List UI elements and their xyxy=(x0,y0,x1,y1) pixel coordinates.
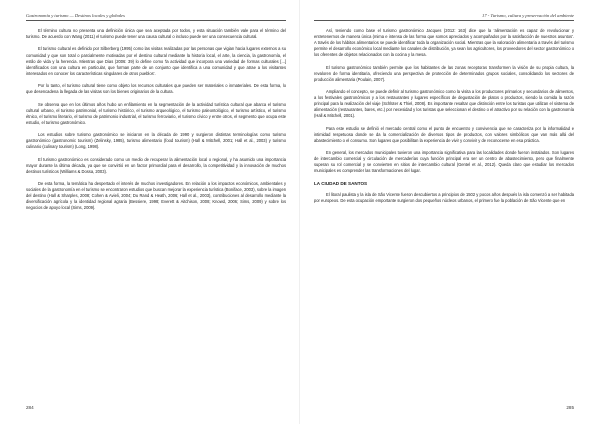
paragraph: Así, teniendo como base el turismo gastronómico Jacques (2012: 163) dice que la 'alimentación es capaz de revolucionar y entretenernos de manera única (mima e intensa de las forma que somos apreciados y acompañados por la satisfacción de nuestros asuntos'. A través de los hábitos alimentarios se puede identificar toda la organización social. Mientras que la valoración alimentaria a través del turismo permite el desarrollo económico local mediante los canales de distribución, ya sean los agricultores, los proveedores del sector gastronómico o los oferentes de objetos relacionados con la cocina y la mesa. xyxy=(314,28,574,58)
paragraph: El turismo gastronómico también permite que los habitantes de las zonas receptoras transformen la visión de su propia cultura, la revaloren de forma identitaria, ofreciendo una perspectiva de protección de determinados grupos sociales, consolidando los sectores de producción alimentaria (Poulain, 2007). xyxy=(314,64,574,82)
right-header-text: 17 - Turismo, cultura y preservación del ambiente xyxy=(482,13,574,18)
section-heading: LA CIUDAD DE SANTOS xyxy=(314,180,368,186)
left-running-header xyxy=(26,13,286,21)
paragraph: Los estudios sobre turismo gastronómico se iniciaron en la década de 1990 y surgieron distintas terminologías como turismo gastronómico (gastronomic tourism) (Zelinsky, 1985), turismo alimentario (food tourism) (Hall & Mitchell, 2001; Hall et al., 2003) y turismo culinario (culinary tourism) (Long, 1998). xyxy=(26,132,286,150)
right-page-number: 285 xyxy=(566,405,574,410)
paragraph: Para este estudio se definió el mercado central como el punto de encuentro y convivencia que se caracteriza por la informalidad e intimidad respetuosa donde se da la comercialización de diversos tipos de productos, con valores simbólicos que van más allá del abastecimiento o el consumo. Son lugares que posibilitan la experiencia de vivir y convivir y de reconocerse en esa práctica. xyxy=(314,125,574,143)
paragraph: Se observa que en los últimos años hubo un enfilamiento en la segmentación de la actividad turística cultural que abarca el turismo cultural urbano, el turismo patrimonial, el turismo histórico, el turismo arqueológico, el turismo paleontológico, el turismo artístico, el turismo étnico, el turismo literario, el turismo de patrimonio industrial, el turismo ferroviario, el turismo cívico y entre otros, el segmento que ocupa este estudio, el turismo gastronómico. xyxy=(26,101,286,125)
paragraph: En general, los mercados municipales tuvieron una importancia significativa para las localidades donde fueron instalados. Son lugares de intercambio comercial y circulación de mercaderías cuya función principal era ser un centro de abastecimiento, pero que finalmente superan su rol comercial y se convierten en sitios de intercambio cultural (Gentel et al., 2012). Queda claro que estudiar los mercados municipales es comprender las transformaciones del lugar. xyxy=(314,150,574,174)
paragraph: El litoral paulista y la isla de São Vicente fueron descubiertos a principios de 1502 y pocos años después la isla comenzó a ser habitada por europeos. De esta ocupación emportante surgieron dos pequeños núcleos urbanos, el primero fue la población de São Vicente que en xyxy=(314,191,574,203)
paragraph: De esta forma, la temática ha despertado el interés de muchos investigadores. En relación a los impactos económicos, ambientales y sociales de la gastronomía en el turismo se encontraron estudios que buscan mejorar la experiencia turística (Boniface, 2003), sobre la imagen del destino (Hall & Sharples, 2008; Cohen & Avieli, 2004; Du Rand & Heath, 2006; Hall et al., 2003), contribuciones al desarrollo mediante la diversificación agrícola y la identidad regional agraria (Bessiere, 1998; Everett & Aitchison, 2008; Knowd, 2006; Sims, 2009) y sobre los negocios de apoyo local (Sims, 2009). xyxy=(26,181,286,211)
right-running-header xyxy=(314,13,574,21)
left-header-text: Gastronomía y turismo — Destinos locales y globales xyxy=(26,13,125,18)
left-page-number: 284 xyxy=(26,405,34,410)
paragraph: Por lo tanto, el turismo cultural tiene como objeto los recursos culturales que pueden ser materiales o inmateriales. De esta forma, lo que desencadena la llegada de las visitas son los bienes originarios de la cultura. xyxy=(26,83,286,95)
right-page xyxy=(300,0,600,424)
paragraph: El término cultura no presenta una definición única que sea aceptada por todos, y esta situación también vale para el término del turismo. De acuerdo con Wang (2011) el turismo puede tener una causa cultural o incluso puede ser una consecuencia cultural. xyxy=(26,28,286,40)
paragraph: El turismo gastronómico es considerado como un medio de recuperar la alimentación local o regional, y ha asumido una importancia mayor durante la última década, ya que se convirtió en un factor primordial para el desarrollo, la competitividad y la innovación de muchos destinos turísticos (Williams & Dossa, 2003). xyxy=(26,156,286,174)
paragraph: El turismo cultural es definido por Silberberg (1995) como las visitas realizadas por las personas que vigian hacia lugares externos a su comunidad y que son total o parcialmente motivadas por el destino cultural mediante la historia local, el arte, la ciencia, la gastronomía, el estilo de vida y la herencia. Mientras que Dias (2006: 39) lo define como 'la actividad que incorpora una variedad de formas culturales [...] identificados con una cultura en particular, que forman parte de un conjunto que identifica a una comunidad y que atrae a los visitantes interesados en conocer los características singulares de otros pueblos'. xyxy=(26,46,286,76)
paragraph: Ampliando el concepto, se puede definir al turismo gastronómico como la visita a los productores primarios y secundarios de alimentos, a los festivales gastronómicos y a los restaurantes y lugares específicos de degustación de platos o productos, siendo la comida la razón principal para la realización del viaje (Schlüter & Thiel, 2008). Es importante resaltar que distinción entre los turistas que utilizan el sistema de alimentación (restaurantes, bares, etc.) por necesidad y los turistas que seleccionan el destino o el atractivo por su relación con la gastronomía (Hall & Mitchell, 2001). xyxy=(314,89,574,119)
